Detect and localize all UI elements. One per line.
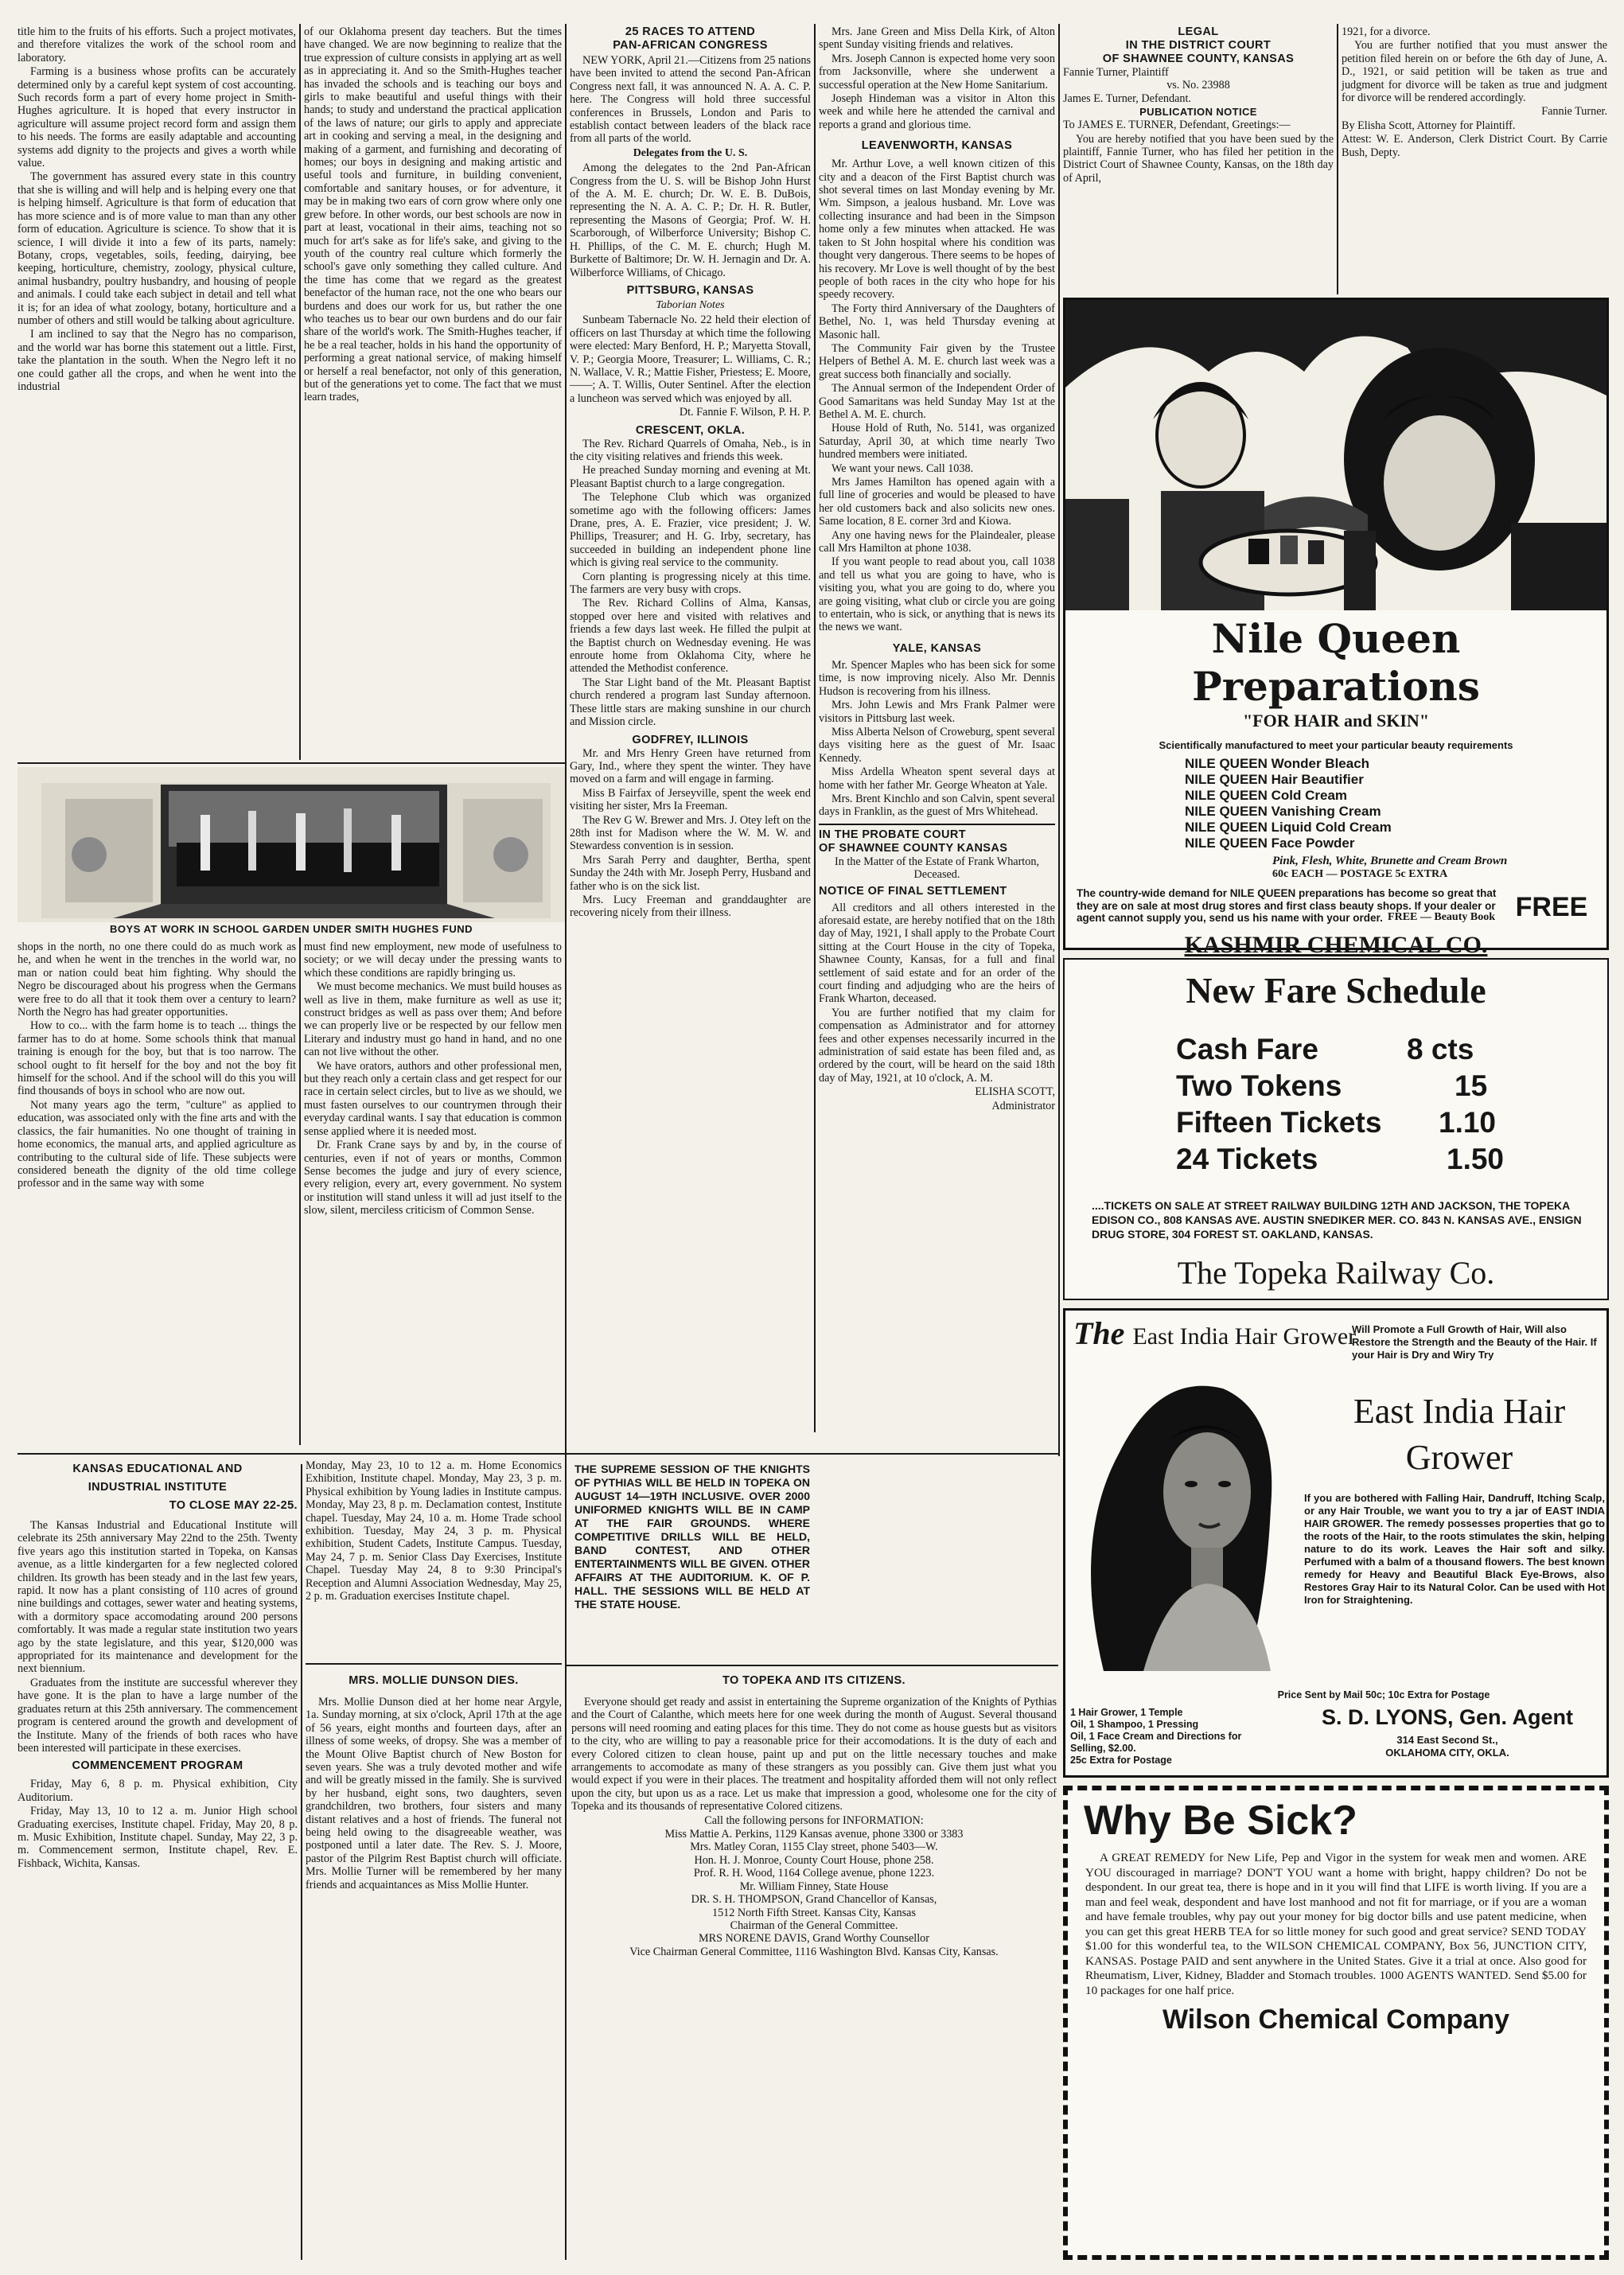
hair-kit-item: 1 Hair Grower, 1 Temple <box>1070 1707 1183 1718</box>
headline: KANSAS EDUCATIONAL AND <box>72 1463 243 1475</box>
article-agriculture-col2-continued <box>304 941 562 1450</box>
ad-why-be-sick <box>1063 1786 1609 2260</box>
paragraph: Graduates from the institute are successful wherever they have gone. It is the plan to have a large number of the graduates return at this 25th anniversary. The commencement program is centered around the growth and development of the Institute. Many of the friends of both races who have been interested will participate in these exercises. <box>18 1676 298 1755</box>
headline: YALE, KANSAS <box>892 641 982 655</box>
hair-price-line: Price Sent by Mail 50c; 10c Extra for Postage <box>1277 1689 1490 1700</box>
headline: TO TOPEKA AND ITS CITIZENS. <box>722 1674 905 1687</box>
paragraph: Mr. and Mrs Henry Green have returned from Gary, Ind., where they spent the winter. They have moved on a farm and will engage in farming. <box>570 746 811 786</box>
paragraph: Mrs Sarah Perry and daughter, Bertha, spent Sunday the 24th with Mr. Joseph Perry, Husband and father who is on the sick list. <box>570 853 811 893</box>
headline: TO CLOSE MAY 22-25. <box>169 1499 298 1512</box>
paragraph: Mrs. Joseph Cannon is expected home very soon from Jacksonville, where she underwent a successful operation at the New Home Sanitarium. <box>819 52 1055 92</box>
hair-title-the: The <box>1073 1315 1125 1351</box>
column-rule <box>299 24 301 760</box>
product-item: NILE QUEEN Cold Cream <box>1185 788 1348 803</box>
hair-agent: S. D. LYONS, Gen. Agent <box>1321 1705 1574 1729</box>
paragraph: Miss Ardella Wheaton spent several days at home with her father Mr. George Wheaton at Yale. <box>819 765 1055 792</box>
paragraph: Dr. Frank Crane says by and by, in the course of centuries, even if not of years or months, Common Sense becomes the judge and jury of every science, every religion, every art, every government. No system or institution will stand unless it will ad just itself to the slow, silent, merciless criticism of Common Sense. <box>304 1139 562 1217</box>
paragraph: If you want people to read about you, call 1038 and tell us what you are going to have, who is visiting you, what you are going to do, where you are going visiting, what club or circle you are going to entertain, who is sick, or anything that is news its the news we want. <box>819 555 1055 634</box>
paragraph: Mrs. Jane Green and Miss Della Kirk, of Alton spent Sunday visiting friends and relatives. <box>819 25 1055 52</box>
fare-value: 8 cts <box>1407 1033 1474 1065</box>
paragraph: The government has assured every state in this country that she is willing and will help and is helping every one that is helping himself. Agriculture is that form of education that has more science and is of more value to man than any other form of education. Agriculture is science. To show that it is science, I will divide it into a few of its parts, namely: Botany, crops, vegetables, soils, feeding, dairying, bee keeping, horticulture, chemistry, zoology, physical culture, animal husbandry, poultry husbandry, and housing of people and animals. I could take each subject in detail and tell what it is; for an idea of what zoology, botany, horticulture and a number of others and still would be talking about agriculture. <box>18 170 296 327</box>
hair-kit-item: Oil, 1 Face Cream and Directions for Selling, $2.00. <box>1070 1731 1242 1754</box>
school-garden-photo <box>18 767 565 922</box>
headline: MRS. MOLLIE DUNSON DIES. <box>349 1674 519 1687</box>
contact-line: 1512 North Fifth Street. Kansas City, Kansas <box>711 1906 916 1919</box>
headline: LEGAL <box>1178 25 1219 38</box>
column-rule <box>1337 24 1338 294</box>
fare-label: 24 Tickets <box>1176 1143 1318 1175</box>
ad-nile-queen <box>1063 298 1609 958</box>
legal-notice-col5 <box>1063 25 1334 296</box>
article-program-continued <box>306 1459 562 1658</box>
hair-body: If you are bothered with Falling Hair, Dandruff, Itching Scalp, or any Hair Trouble, we want you to try a jar of EAST INDIA HAIR GROWER. The remedy possesses properties that go to the roots of the Hair, to the roots stimulates the skin, helping nature to do its work. Leaves the Hair soft and silky. Perfumed with a balm of a thousand flowers. The best known remedy for Heavy and Beautiful Black Eye-Brows, also Restores Gray Hair to its Natural Color. Can be used with Hot Iron for Straightening. <box>1304 1492 1605 1606</box>
headline: PUBLICATION NOTICE <box>1139 106 1257 119</box>
paragraph: You are further notified that you must answer the petition filed herein on or before the 6th day of June, A. D., 1921, or said petition will be taken as true and judgment for divorce will be taken as true and judgment for divorce will be rendered accordingly. <box>1342 39 1607 105</box>
paragraph: You are hereby notified that you have been sued by the plaintiff, Fannie Turner, who has filed her petition in the District Court of Shawnee County, Kansas, on the 18th day of April, <box>1063 132 1334 185</box>
ad-price: 60c EACH — POSTAGE 5c EXTRA <box>1272 868 1448 880</box>
paragraph: Friday, May 6, 8 p. m. Physical exhibition, City Auditorium. <box>18 1778 298 1804</box>
paragraph: Mr. Spencer Maples who has been sick for some time, is now improving nicely. Also Mr. Dennis Hudson is recovering from his illness. <box>819 658 1055 698</box>
supreme-session-notice <box>571 1459 815 1660</box>
headline: OF SHAWNEE COUNTY KANSAS <box>819 841 1008 855</box>
contact-line: MRS NORENE DAVIS, Grand Worthy Counsellor <box>699 1932 929 1946</box>
party-line: Fannie Turner, Plaintiff <box>1063 66 1169 79</box>
section-rule <box>18 762 565 764</box>
paragraph: We have orators, authors and other professional men, but they reach only a certain class and get respect for our race in certain select circles, but to live as we should, we must fasten ourselves to our countrymen through their everyday cardinal wants. I say that education is common sense applied where it is needed most. <box>304 1059 562 1138</box>
article-dunson <box>306 1671 562 2260</box>
article-topeka-citizens <box>571 1669 1057 2260</box>
paragraph: To JAMES E. TURNER, Defendant, Greetings:— <box>1063 119 1291 132</box>
paragraph: The Rev. Richard Quarrels of Omaha, Neb., is in the city visiting relatives and friends this week. <box>570 437 811 463</box>
headline: IN THE PROBATE COURT <box>819 828 966 841</box>
paragraph: Mrs. John Lewis and Mrs Frank Palmer were visitors in Pittsburg last week. <box>819 699 1055 725</box>
paragraph: The Rev G W. Brewer and Mrs. J. Otey left on the 28th inst for Madison where the W. M. W. and Stewardess convention is in session. <box>570 813 811 853</box>
signature: ELISHA SCOTT, <box>975 1085 1055 1099</box>
paragraph: Mrs. Brent Kinchlo and son Calvin, spent several days in Franklin, as the guest of Mrs Whitehead. <box>819 792 1055 819</box>
paragraph: Friday, May 13, 10 to 12 a. m. Junior High school Graduating exercises, Institute chapel. Friday, May 20, 8 p. m. Music Exhibition, Institute chapel. Sunday, May 22, 3 p. m. Commencement sermon, Institute chapel, Rev. E. Fishback, Wichita, Kansas. <box>18 1805 298 1870</box>
paragraph: Sunbeam Tabernacle No. 22 held their election of officers on last Thursday at which time the following were elected: Mary Benford, H. P.; Maryetta Stovall, V. P.; Georgia Moore, Treasurer; L. Williams, C. R.; N. Wallace, V. R.; Mattie Fisher, Priestess; E. Moore, ——; A. T. Willis, Outer Sentinel. After the election a luncheon was served which was enjoyed by all. <box>570 314 811 405</box>
paragraph: Miss B Fairfax of Jerseyville, spent the week end visiting her sister, Mrs Ia Freeman. <box>570 786 811 813</box>
section-rule <box>567 1665 1058 1666</box>
fare-title: New Fare Schedule <box>1186 970 1486 1011</box>
contact-line: Chairman of the General Committee. <box>730 1919 898 1932</box>
headline: OF SHAWNEE COUNTY, KANSAS <box>1102 53 1295 65</box>
paragraph: I am inclined to say that the Negro has no comparison, and the world war has borne this statement out a little. First, take the plantation in the south. When the Negro left it no one could gather all the crops, and when he went into the industrial <box>18 328 296 393</box>
ad-title: Nile Queen Preparations <box>1192 615 1480 710</box>
headline: NOTICE OF FINAL SETTLEMENT <box>819 884 1007 898</box>
section-rule <box>18 1453 565 1455</box>
ad-shades: Pink, Flesh, White, Brunette and Cream Brown <box>1272 855 1508 867</box>
article-agriculture-col2 <box>304 25 562 761</box>
column-rule <box>301 1464 302 2260</box>
contact-line: Mr. William Finney, State House <box>739 1880 889 1893</box>
fare-row <box>1176 1031 1607 1068</box>
headline: LEAVENWORTH, KANSAS <box>861 139 1013 153</box>
contact-line: Mrs. Matley Coran, 1155 Clay street, phone 5403—W. <box>690 1841 938 1854</box>
hair-big-title: East India Hair <box>1353 1392 1566 1431</box>
product-item: NILE QUEEN Hair Beautifier <box>1185 772 1364 787</box>
party-line: James E. Turner, Defendant. <box>1063 92 1191 105</box>
paragraph: of our Oklahoma present day teachers. But the times have changed. We are now beginning to realize that the true expression of culture consists in applying art as well as in appreciating it. And so the Smith-Hughes teacher has invaded the schools and is teaching our boys and girls to make beautiful and useful things with their hands; to study and understand the practical application of the laws of nature; our girls to apply and appreciate art in cooking and serving a meal, in the designing and making of a garment, and furnishing and decorating of homes; our boys in designing and making artistic and useful tools and furniture, in building convenient, comfortable and sanitary houses, or for adventure, it may be in making two ears of corn grow where only one grew before. In other words, our best schools are now in part at least, vocational in their aims, teaching not so much for art's sake as for life's sake, and giving to the youth of the country real culture which formerly the school's gave only something they called culture. And the time has come that we regard as the greatest benefactor of the human race, not the one who bears our burdens and does our work for us, but rather the one who teaches us to bear our own burdens and do our fair share of the world's work. The Smith-Hughes teacher, if he be a real teacher, holds in his hand the opportunity of performing a great national service, of making himself or herself a real benefactor, not only of this generation, but of the generations yet to come. The fact that we must learn trades, <box>304 25 562 404</box>
hair-kit-item: 25c Extra for Postage <box>1070 1755 1172 1766</box>
fare-label: Cash Fare <box>1176 1033 1318 1065</box>
article-agriculture-col1-continued <box>18 941 296 1450</box>
fare-company: The Topeka Railway Co. <box>1177 1255 1495 1291</box>
product-item: NILE QUEEN Vanishing Cream <box>1185 804 1381 819</box>
ad-subtitle: "FOR HAIR and SKIN" <box>1242 711 1430 730</box>
contact-line: Prof. R. H. Wood, 1164 College avenue, phone 1223. <box>693 1867 935 1880</box>
paragraph: The Telephone Club which was organized sometime ago with the following officers: James Drane, pres, A. E. Frazier, vice president; J. W. Phillips, Treasurer; and H. G. Irby, secretary, has succeeded in building an independent phone line which is giving real service to the community. <box>570 491 811 570</box>
fare-row <box>1176 1104 1607 1141</box>
product-item: NILE QUEEN Liquid Cold Cream <box>1185 820 1392 835</box>
sick-title: Why Be Sick? <box>1084 1798 1357 1844</box>
subhead: Delegates from the U. S. <box>633 146 748 159</box>
paragraph: House Hold of Ruth, No. 5141, was organized Saturday, April 30, at which time nearly Two hundred members were initiated. <box>819 422 1055 462</box>
ad-body: The country-wide demand for NILE QUEEN preparations has become so great that they are on sale at most drug stores and first class beauty shops. If your dealer or agent cannot supply you, send us his name with your order. <box>1077 887 1497 924</box>
fare-note: ....TICKETS ON SALE AT STREET RAILWAY BUILDING 12TH AND JACKSON, THE TOPEKA EDISON CO., 808 KANSAS AVE. AUSTIN SNEDIKER MER. CO. 843 N. KANSAS AVE., ENSIGN DRUG STORE, 304 FOREST ST. OAKLAND, KANSAS. <box>1092 1199 1582 1241</box>
signature: Administrator <box>991 1099 1055 1112</box>
headline: 25 RACES TO ATTEND <box>625 25 756 38</box>
nile-queen-illustration <box>1065 300 1606 610</box>
product-item: NILE QUEEN Wonder Bleach <box>1185 756 1370 771</box>
paragraph: Everyone should get ready and assist in entertaining the Supreme organization of the Knights of Pythias and the Court of Calanthe, which meets here for one week during the month of August. Several thousand persons will need rooming and eating places for this time. They do not come as house guests but as visitors to the city, who are willing to pay a reasonable price for their accomodations. It is the duty of each and every Colored citizen to clean house, paint up and put on the little necessary touches and make arrangements to accomodate as many of these strangers as you possibly can. Give them just what you would expect if you were in their places. The treatment and hospitality afforded them will not only reflect upon the city, but upon us as a race. Let us make that impression a good, wholesome one for the city of Topeka and its thousands of representative Colored citizens. <box>571 1696 1057 1813</box>
hair-title: East India Hair Grower <box>1132 1323 1357 1350</box>
paragraph: Mrs James Hamilton has opened again with a full line of groceries and would be pleased to have her old customers back and also solicits new ones. Same location, 8 E. corner 3rd and Kiowa. <box>819 476 1055 528</box>
subhead: Taborian Notes <box>656 298 725 311</box>
paragraph: We must become mechanics. We must build houses as well as live in them, make furniture as well as use it; construct bridges as well as pass over them; And before we can properly live or be respected by our fellow men Literary and industry must go hand in hand, and no one can not live without the other. <box>304 980 562 1059</box>
news-column-4 <box>819 25 1055 1450</box>
paragraph: He preached Sunday morning and evening at Mt. Pleasant Baptist church to a large congregation. <box>570 464 811 490</box>
ad-free-offer: FREE — Beauty Book <box>1388 911 1495 923</box>
paragraph: Farming is a business whose profits can be accurately determined only by a careful kept system of cost accounting. Such records form a part of every home project in Smith-Hughes agriculture. It is hoped that every instructor in agriculture will assume project record form and assign them to his needs. The forms are easily adaptable and accounting systems add dignity to the projects and gives a worth while value. <box>18 65 296 170</box>
paragraph: In the Matter of the Estate of Frank Wharton, Deceased. <box>834 855 1039 882</box>
headline: PITTSBURG, KANSAS <box>626 283 754 297</box>
ad-east-india-hair <box>1063 1308 1609 1778</box>
paragraph: The Kansas Industrial and Educational Institute will celebrate its 25th anniversary May 22nd to the 25th. Twenty five years ago this institution started in Topeka, on Kansas avenue, as a little kindergarten for a few neglected colored children. Its growth has been steady and in the last few years, rapid. It now has a plant consisting of 110 acres of ground nine buildings and cottages, sewer water and heating systems, with a dormitory space accomodating around 200 persons comfortably. It was made a regular state institution two years ago by the state legislature, and this year, $120,000 was appropriated for its maintenance and development for the next biennium. <box>18 1519 298 1676</box>
paragraph: 1921, for a divorce. <box>1342 25 1431 38</box>
paragraph: Corn planting is progressing nicely at this time. The farmers are very busy with crops. <box>570 570 811 597</box>
paragraph: Call the following persons for INFORMATION: <box>704 1813 924 1827</box>
fare-value: 1.50 <box>1447 1143 1505 1175</box>
ad-tagline: Scientifically manufactured to meet your particular beauty requirements <box>1159 739 1513 751</box>
notice-text: THE SUPREME SESSION OF THE KNIGHTS OF PYTHIAS WILL BE HELD IN TOPEKA ON AUGUST 14—19TH INCLUSIVE. OVER 2000 UNIFORMED KNIGHTS WILL BE IN CAMP AT THE FAIR GROUNDS. WHERE COMPETITIVE DRILLS WILL BE HELD, BAND CONTEST, AND OTHER ENTERTAINMENTS WILL BE GIVEN. OTHER AFFAIRS AT THE AUDITORIUM. K. OF P. HALL. THE SESSIONS WILL BE HELD AT THE STATE HOUSE. <box>574 1463 810 1611</box>
paragraph: Any one having news for the Plaindealer, please call Mrs Hamilton at phone 1038. <box>819 528 1055 555</box>
headline: CRESCENT, OKLA. <box>635 423 746 437</box>
ad-fare-schedule <box>1063 958 1609 1300</box>
headline: PAN-AFRICAN CONGRESS <box>613 39 768 52</box>
paragraph: Mrs. Lucy Freeman and granddaughter are recovering nicely from their illness. <box>570 893 811 920</box>
paragraph: The Community Fair given by the Trustee Helpers of Bethel A. M. E. church last week was a great success both financially and socially. <box>819 341 1055 381</box>
paragraph: The Forty third Anniversary of the Daughters of Bethel, No. 1, was held Thursday evening at Masonic hall. <box>819 302 1055 341</box>
headline: COMMENCEMENT PROGRAM <box>72 1759 243 1773</box>
fare-label: Fifteen Tickets <box>1176 1106 1382 1139</box>
paragraph: title him to the fruits of his efforts. Such a project motivates, and therefore vitalizes the work of the school room and laboratory. <box>18 25 296 64</box>
hair-agent-addr: 314 East Second St., <box>1396 1734 1498 1746</box>
paragraph: shops in the north, no one there could do as much work as he, and when he went in the trenches in the world war, no man or nation could beat him fighting. Why should the Negro be discouraged about his progress when the Germans were free to do all that it took them over a century to learn? North the Negro has had greater opportunities. <box>18 941 296 1019</box>
article-kansas-institute <box>18 1459 298 2260</box>
ad-company: KASHMIR CHEMICAL CO. <box>1184 932 1488 958</box>
column-rule <box>1058 24 1060 1456</box>
paragraph: You are further notified that my claim for compensation as Administrator and for attorney fees and other expenses necessarily incurred in the administration of said estate has been filed and, as ordered by the court, will be heard on the said 18th day of May, 1921, at 10 o'clock, A. M. <box>819 1006 1055 1085</box>
signature: Fannie Turner. <box>1541 105 1607 119</box>
paragraph: Not many years ago the term, "culture" as applied to education, was associated only with the fine arts and with the classics, the fair humanities. No one thought of training in home economics, the manual arts, and applied agriculture as contributing to the cultural side of life. These subjects were considered beneath the dignity of the old time college professor and in the same way with some <box>18 1098 296 1190</box>
paragraph: Mr. Arthur Love, a well known citizen of this city and a deacon of the First Baptist church was shot several times on last Monday evening by Mr. Wm. Simpson, a jealous husband. Mr. Love was collecting insurance and had been in the Simpson home only a few minutes when attacked. He was taken to St John hospital where his condition was thought very dangerous. There seems to be hopes of his recovery. Mr Love is well thought of by the best people of both races in the city who hope for his speedy recovery. <box>819 158 1055 302</box>
paragraph: How to co... with the farm home is to teach ... things the farmer has to do at home. Some schools think that manual training is enough for the boy, but that is too narrow. The school ought to fit herself for the boy and not the boy fit himself for the school. And if the school will do this you will find thousands of boys in school who are now out. <box>18 1019 296 1098</box>
paragraph: Among the delegates to the 2nd Pan-African Congress from the U. S. will be Bishop John Hurst of the A. M. E. church; Dr. W. E. B. DuBois, representing the N. A. A. C. P.; Dr. H. R. Butler, representing the Masons of Georgia; Prof. W. H. Scarborough, of Wilberforce University; Bishop C. H. Phillips, of the C. M. E. church; Hugh M. Burkette of Baltimore; Dr. W. H. Jernagin and Dr. A. Wilberforce Williams, of Chicago. <box>570 162 811 279</box>
hair-big-title-2: Grower <box>1405 1438 1513 1477</box>
photo-caption: BOYS AT WORK IN SCHOOL GARDEN UNDER SMITH HUGHES FUND <box>110 923 473 935</box>
headline: INDUSTRIAL INSTITUTE <box>88 1481 228 1494</box>
hair-promise: Will Promote a Full Growth of Hair, Will also Restore the Strength and the Beauty of the Hair. If your Hair is Dry and Wiry Try <box>1352 1323 1597 1361</box>
fare-value: 15 <box>1455 1069 1488 1102</box>
paragraph: All creditors and all others interested in the aforesaid estate, are hereby notified that on the 18th day of May, 1921, I shall apply to the Probate Court sitting at the Court House in the city of Topeka, Shawnee County, Kansas, for a full and final settlement of said estate and for an order of the court finding and adjudging who are the heirs of Frank Wharton, deceased. <box>819 901 1055 1006</box>
contact-line: Hon. H. J. Monroe, County Court House, phone 258. <box>694 1853 934 1867</box>
garden-photo-image <box>18 767 565 922</box>
signature: Attest: W. E. Anderson, Clerk District Court. By Carrie Bush, Depty. <box>1342 133 1607 159</box>
contact-line: Miss Mattie A. Perkins, 1129 Kansas avenue, phone 3300 or 3383 <box>664 1828 964 1841</box>
hair-model-portrait <box>1072 1357 1303 1671</box>
column-rule <box>299 937 301 1445</box>
headline: IN THE DISTRICT COURT <box>1125 39 1272 52</box>
paragraph: The Star Light band of the Mt. Pleasant Baptist church rendered a program last Sunday afternoon. These little stars are making sunshine in our church and Mission circle. <box>570 676 811 729</box>
sick-body: A GREAT REMEDY for New Life, Pep and Vigor in the system for weak men and women. ARE YOU discouraged in marriage? DON'T YOU want a home with bright, happy children? Do not be despondent. In our great tea, there is hope and in it you will find that LIFE is worth living. If you are a man and feel weak, despondent and have lost manhood and not fit for marriage, or if you are a woman and have female troubles, why pay out your money for big doctor bills and use patent medicine, when you can get this great HERB TEA for so little money for such good and great service? SEND TODAY $1.00 for this wonderful tea, to the WILSON CHEMICAL COMPANY, Box 56, JUNCTION CITY, KANSAS. Postage PAID and sent anywhere in the United States. Give it a trial at once. Also good for Rheumatism, Liver, Kidney, Bladder and Stomach troubles. 1000 AGENTS WANTED. Send $5.00 for 10 packages for one half price. <box>1085 1851 1587 1997</box>
paragraph: Mrs. Mollie Dunson died at her home near Argyle, 1a. Sunday morning, at six o'clock, April 17th at the age of 56 years, eight months and fourteen days, after an illness of some weeks, of dropsy. She was a member of the Mount Olive Baptist church of New Boston for seven years. She was a truly devoted mother and wife and will be greatly missed in the family. She is survived by her husband, eight sons, two daughters, seven grandchildren, two brothers, four sisters and many distant relatives and a host of friends. The funeral not being held owing to the disagreeable weather, was postponed until a later date. The Rev. S. J. Moore, pastor of the Pilgrim Rest Baptist church will officiate. Mrs. Mollie Turner will be remembered by her many friends and acquaintances as Miss Mollie Hunter. <box>306 1696 562 1891</box>
section-rule <box>567 1453 1058 1455</box>
product-item: NILE QUEEN Face Powder <box>1185 836 1355 851</box>
paragraph: must find new employment, new mode of usefulness to society; or we will decay under the pressing wants to which these conditions are rapidly bringing us. <box>304 941 562 980</box>
party-line: vs. No. 23988 <box>1166 79 1230 92</box>
paragraph: The Annual sermon of the Independent Order of Good Samaritans was held Sunday May 1st at the Bethel A. M. E. church. <box>819 382 1055 421</box>
legal-notice-col6 <box>1342 25 1607 296</box>
article-agriculture-col1 <box>18 25 296 761</box>
ad-free-big: FREE <box>1515 892 1588 922</box>
paragraph: Miss Alberta Nelson of Croweburg, spent several days visiting here as the guest of Mr. Isaac Kennedy. <box>819 725 1055 765</box>
headline: GODFREY, ILLINOIS <box>632 733 749 746</box>
column-rule <box>565 24 567 2260</box>
paragraph: The Rev. Richard Collins of Alma, Kansas, stopped over here and visited with relatives and friends a few days last week. He filled the pulpit at the Baptist church on Wednesday evening. He was enroute home from Oklahoma City, where he attended the Methodist conference. <box>570 597 811 676</box>
paragraph: NEW YORK, April 21.—Citizens from 25 nations have been invited to attend the second Pan-African Congress next fall, it was announced N. A. A. C. P. here. The Congress will hold three successful conferences in Brussels, London and Paris to establish contact between leaders of the black race from all parts of the world. <box>570 54 811 146</box>
hair-agent-addr: OKLAHOMA CITY, OKLA. <box>1385 1747 1509 1759</box>
contact-line: DR. S. H. THOMPSON, Grand Chancellor of Kansas, <box>691 1893 937 1907</box>
news-column-3 <box>570 25 811 1450</box>
fare-row <box>1176 1141 1607 1178</box>
paragraph: We want your news. Call 1038. <box>831 462 974 475</box>
section-rule <box>306 1663 562 1665</box>
paragraph: Monday, May 23, 10 to 12 a. m. Home Economics Exhibition, Institute chapel. Monday, May 23, 3 p. m. Physical exhibition by Young ladies in Institute campus. Monday, May 23, 8 p. m. Declamation contest, Institute chapel. Tuesday, May 24, 10 a. m. Home Trade school exhibition. Tuesday, May 24, 3 p. m. Physical exhibition, Student Cadets, Institute Campus. Tuesday, May 24, 7 p. m. Senior Class Day Exercises, Institute Chapel. Tuesday May 24, 8 to 9:30 Principal's Reception and Alumni Association Wednesday, May 25, 2 p. m. Graduation exercises Institute chapel. <box>306 1459 562 1603</box>
column-rule <box>814 24 816 1432</box>
fare-row <box>1176 1068 1607 1104</box>
fare-value: 1.10 <box>1439 1106 1497 1139</box>
signature: By Elisha Scott, Attorney for Plaintiff. <box>1342 119 1516 132</box>
hair-kit-item: Oil, 1 Shampoo, 1 Pressing <box>1070 1719 1199 1730</box>
contact-line: Vice Chairman General Committee, 1116 Washington Blvd. Kansas City, Kansas. <box>629 1945 999 1958</box>
paragraph: Joseph Hindeman was a visitor in Alton this week and while here he attended the carnival and reports a grand and glorious time. <box>819 92 1055 131</box>
signature: Dt. Fannie F. Wilson, P. H. P. <box>679 406 811 419</box>
sick-company: Wilson Chemical Company <box>1162 2004 1510 2035</box>
fare-label: Two Tokens <box>1176 1069 1342 1102</box>
